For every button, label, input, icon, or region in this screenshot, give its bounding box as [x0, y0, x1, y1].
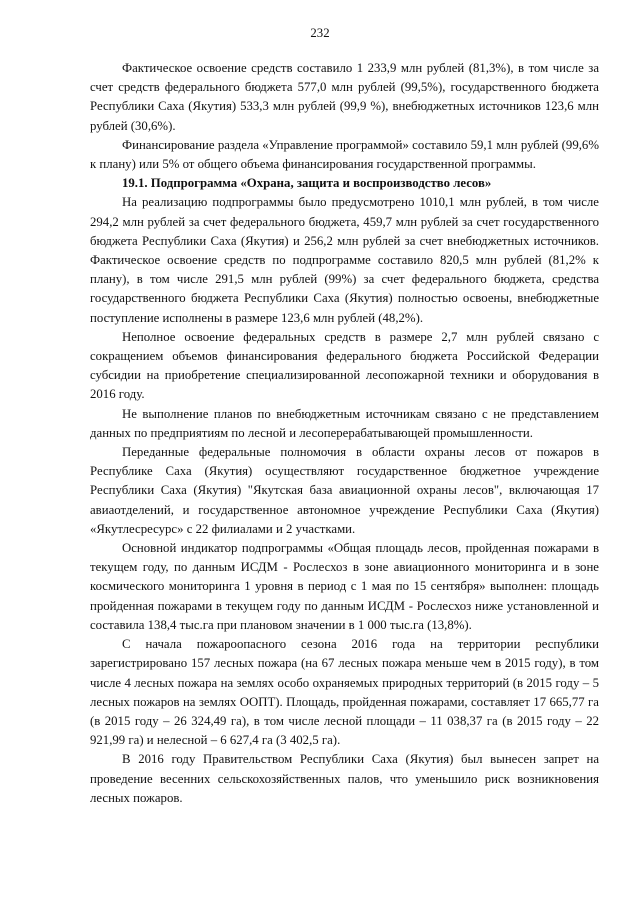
page-number: 232	[310, 26, 330, 40]
paragraph-subprogram-funding: На реализацию подпрограммы было предусмотрено 1010,1 млн рублей, в том числе 294,2 млн рублей за счет федерального бюджета, 459,7 млн рублей за счет государственного бюджета Республики Саха (Якутия) и 256,2 млн рублей за счет внебюджетных источников. Фактическое освоение средств по подпрограмме составило 820,5 млн рублей (81,2% к плану), в том числе 291,5 млн рублей (99%) за счет федерального бюджета, средства государственного бюджета Республики Саха (Якутия) полностью освоены, внебюджетные поступление исполнены в размере 123,6 млн рублей (48,2%).	[90, 195, 599, 325]
section-heading: 19.1. Подпрограмма «Охрана, защита и воспроизводство лесов»	[122, 176, 492, 191]
paragraph-main-indicator: Основной индикатор подпрограммы «Общая площадь лесов, пройденная пожарами в текущем году, по данным ИСДМ - Рослесхоз в зоне авиационного мониторинга и в зоне космического мониторинга 1 уровня в период с 1 мая по 15 сентября» выполнен: площадь пройденная пожарами в текущем году по данным ИСДМ - Рослесхоз ниже установленной и составила 138,4 тыс.га при плановом значении в 1 000 тыс.га (13,8%).	[90, 541, 599, 632]
paragraph-extrabudgetary: Не выполнение планов по внебюджетным источникам связано с не представлением данных по предприятиям по лесной и лесоперерабатывающей промышленности.	[90, 406, 599, 440]
document-body	[90, 59, 599, 808]
paragraph-burning-ban: В 2016 году Правительством Республики Саха (Якутия) был вынесен запрет на проведение весенних сельскохозяйственных палов, что уменьшило риск возникновения лесных пожаров.	[90, 752, 599, 805]
paragraph-program-management: Финансирование раздела «Управление программой» составило 59,1 млн рублей (99,6% к плану) или 5% от общего объема финансирования государственной программы.	[90, 137, 599, 172]
paragraph-delegated-powers: Переданные федеральные полномочия в области охраны лесов от пожаров в Республике Саха (Якутия) осуществляют государственное бюджетное учреждение Республики Саха (Якутия) "Якутская база авиационной охраны лесов", включающая 17 авиаотделений, и государственное автономное учреждение Республики Саха (Якутия) «Якутлесресурс» с 22 филиалами и 2 участками.	[90, 445, 599, 536]
paragraph-actual-spending: Фактическое освоение средств составило 1 233,9 млн рублей (81,3%), в том числе за счет средств федерального бюджета 577,0 млн рублей (99,5%), государственного бюджета Республики Саха (Якутия) 533,3 млн рублей (99,9 %), внебюджетных источников 123,6 млн рублей (30,6%).	[90, 61, 599, 133]
paragraph-fire-season: С начала пожароопасного сезона 2016 года на территории республики зарегистрировано 157 лесных пожара (на 67 лесных пожара меньше чем в 2015 году), в том числе 4 лесных пожара на землях особо охраняемых природных территорий (в 2015 году – 5 лесных пожаров на землях ООПТ). Площадь, пройденная пожарами, составляет 17 665,77 га (в 2015 году – 26 324,49 га), в том числе лесной площади – 11 038,37 га (в 2015 году – 22 921,99 га) и нелесной – 6 627,4 га (3 402,5 га).	[90, 637, 599, 748]
paragraph-federal-underspend: Неполное освоение федеральных средств в размере 2,7 млн рублей связано с сокращением объемов финансирования федерального бюджета Российской Федерации субсидии на приобретение специализированной лесопожарной техники и оборудования в 2016 году.	[90, 329, 599, 402]
